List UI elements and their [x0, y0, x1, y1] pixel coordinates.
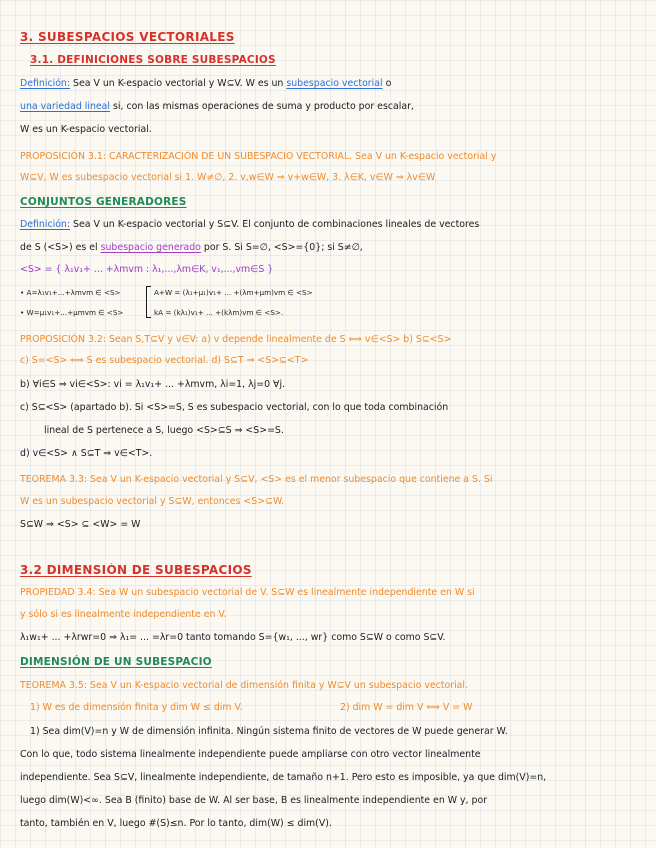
proof-dimension-line-3: independiente. Sea S⊆V, linealmente independiente, de tamaño n+1. Pero esto es imposible, ya que dim(V)=n, [20, 772, 547, 783]
closure-a-right: A+W = (λ₁+μ₁)v₁+ ... +(λm+μm)vm ∈ <S> [154, 288, 313, 297]
proof-dimension-line-4: luego dim(W)<∞. Sea B (finito) base de W. Al ser base, B es linealmente independiente en W y, por [20, 795, 488, 806]
proposition-3-2-line-1: PROPOSICIÓN 3.2: Sean S,T⊆V y v∈V: a) v depende linealmente de S ⟺ v∈<S> b) S⊆<S> [20, 334, 452, 345]
theorem-3-5-line-1: TEOREMA 3.5: Sea V un K-espacio vectorial de dimensión finita y W⊆V un subespacio vectorial. [20, 680, 469, 691]
section-title: 3. SUBESPACIOS VECTORIALES [20, 30, 235, 44]
definition-label: Definición: [20, 219, 71, 230]
definition-generated-line-1: Definición: Sea V un K-espacio vectorial y S⊆V. El conjunto de combinaciones lineales de vectores [20, 219, 480, 230]
property-3-4-line-1: PROPIEDAD 3.4: Sea W un subespacio vectorial de V. S⊆W es linealmente independiente en W si [20, 587, 475, 598]
closure-w-right: kA = (kλ₁)v₁+ ... +(kλm)vm ∈ <S>. [154, 308, 284, 317]
proposition-3-2-line-2: c) S=<S> ⟺ S es subespacio vectorial. d) S⊆T ⇒ <S>⊆<T> [20, 355, 309, 366]
definition-generated-line-2: de S (<S>) es el subespacio generado por S. Si S=∅, <S>={0}; si S≠∅, [20, 242, 363, 253]
term-subespacio-generado: subespacio generado [100, 242, 201, 253]
dimension-subspace-title: DIMENSIÓN DE UN SUBESPACIO [20, 656, 212, 668]
section-3-2-title: 3.2 DIMENSIÓN DE SUBESPACIOS [20, 563, 252, 577]
closure-a-left: • A=λ₁v₁+...+λmvm ∈ <S> [20, 288, 121, 297]
proof-dimension-line-2: Con lo que, todo sistema linealmente independiente puede ampliarse con otro vector linealmente [20, 749, 481, 760]
proof-c-line-1: c) S⊆<S> (apartado b). Si <S>=S, S es subespacio vectorial, con lo que toda combinación [20, 402, 449, 413]
definition-subspace-line-3: W es un K-espacio vectorial. [20, 124, 152, 135]
definition-label: Definición: [20, 78, 71, 89]
property-3-4-line-2: y sólo si es linealmente independiente en V. [20, 609, 227, 620]
theorem-3-3-line-3: S⊆W ⇒ <S> ⊆ <W> = W [20, 519, 141, 530]
term-subespacio-vectorial: subespacio vectorial [286, 78, 383, 89]
proof-dimension-line-1: 1) Sea dim(V)=n y W de dimensión infinita. Ningún sistema finito de vectores de W puede generar W. [30, 726, 508, 737]
closure-bracket [146, 286, 151, 318]
theorem-3-3-line-2: W es un subespacio vectorial y S⊆W, entonces <S>⊆W. [20, 496, 285, 507]
proof-b: b) ∀i∈S ⇒ vi∈<S>: vi = λ₁v₁+ ... +λmvm, λi=1, λj=0 ∀j. [20, 379, 286, 390]
definition-subspace-line-1: Definición: Sea V un K-espacio vectorial y W⊆V. W es un subespacio vectorial o [20, 78, 392, 89]
proof-d: d) v∈<S> ∧ S⊆T ⇒ v∈<T>. [20, 448, 153, 459]
theorem-3-5-item-2: 2) dim W = dim V ⟺ V = W [340, 702, 473, 713]
subsection-title-definitions: 3.1. DEFINICIONES SOBRE SUBESPACIOS [30, 54, 276, 66]
property-3-4-line-3: λ₁w₁+ ... +λrwr=0 ⇒ λ₁= ... =λr=0 tanto tomando S={w₁, ..., wr} como S⊆W o como S⊆V. [20, 632, 446, 643]
theorem-3-5-item-1: 1) W es de dimensión finita y dim W ≤ dim V. [30, 702, 243, 713]
closure-w-left: • W=μ₁v₁+...+μmvm ∈ <S> [20, 308, 124, 317]
proof-c-line-2: lineal de S pertenece a S, luego <S>⊆S ⇒ <S>=S. [44, 425, 284, 436]
term-variedad-lineal: una variedad lineal [20, 101, 111, 112]
proposition-3-1-line-2: W⊆V, W es subespacio vectorial si 1. W≠∅, 2. v,w∈W ⇒ v+w∈W, 3. λ∈K, v∈W ⇒ λv∈W [20, 172, 436, 183]
proof-dimension-line-5: tanto, también en V, luego #(S)≤n. Por lo tanto, dim(W) ≤ dim(V). [20, 818, 332, 829]
definition-subspace-line-2: una variedad lineal si, con las mismas operaciones de suma y producto por escalar, [20, 101, 414, 112]
theorem-3-3-line-1: TEOREMA 3.3: Sea V un K-espacio vectorial y S⊆V, <S> es el menor subespacio que contiene a S. Si [20, 474, 493, 485]
generators-title: CONJUNTOS GENERADORES [20, 196, 187, 208]
generated-set-formula: <S> = { λ₁v₁+ ... +λmvm : λ₁,...,λm∈K, v₁,...,vm∈S } [20, 264, 274, 275]
proposition-3-1-line-1: PROPOSICIÓN 3.1: CARACTERIZACIÓN DE UN SUBESPACIO VECTORIAL. Sea V un K-espacio vectorial y [20, 151, 497, 162]
